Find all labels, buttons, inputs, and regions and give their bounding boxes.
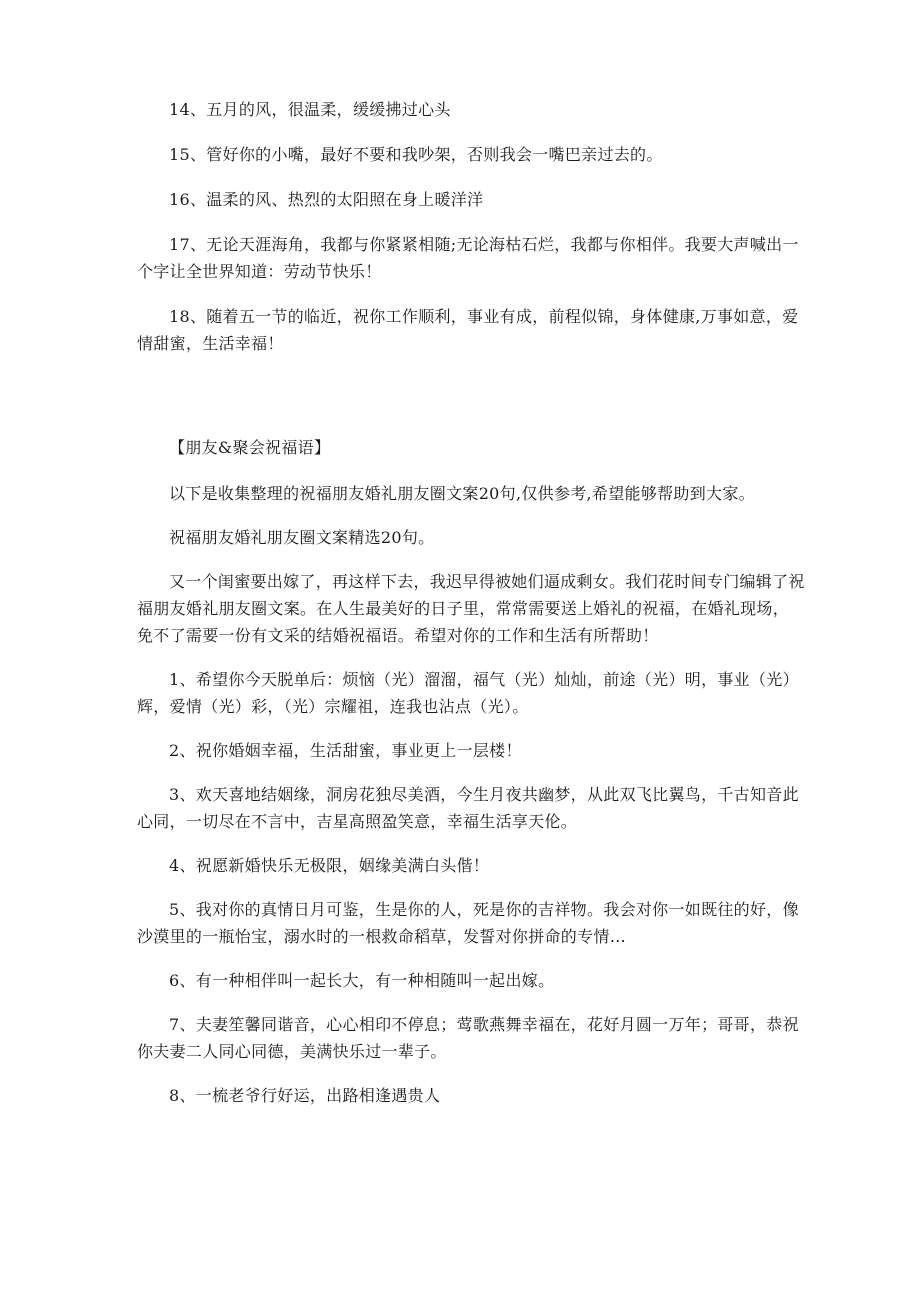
list-item: 1、希望你今天脱单后：烦恼（光）溜溜，福气（光）灿灿，前途（光）明，事业（光）辉，爱情（光）彩，（光）宗耀祖，连我也沾点（光）。 [137,670,799,716]
list-item: 4、祝愿新婚快乐无极限，姻缘美满白头偕！ [169,856,490,875]
list-item: 18、随着五一节的临近，祝你工作顺利，事业有成，前程似锦，身体健康,万事如意，爱情甜蜜，生活幸福！ [137,307,799,353]
list-item: 15、管好你的小嘴，最好不要和我吵架，否则我会一嘴巴亲过去的。 [169,145,663,164]
intro-paragraph: 祝福朋友婚礼朋友圈文案精选20句。 [169,528,435,547]
list-item: 14、五月的风，很温柔，缓缓拂过心头 [169,100,451,119]
friends-wishes-section [137,434,805,1109]
document-page [137,96,805,1126]
list-item: 3、欢天喜地结姻缘，洞房花独尽美酒，今生月夜共幽梦，从此双飞比翼鸟，千古知音此心同，一切尽在不言中，吉星高照盈笑意，幸福生活享天伦。 [137,785,799,831]
intro-paragraph: 又一个闺蜜要出嫁了，再这样下去，我迟早得被她们逼成剩女。我们花时间专门编辑了祝福朋友婚礼朋友圈文案。在人生最美好的日子里，常常需要送上婚礼的祝福，在婚礼现场，免不了需要一份有文采的结婚祝福语。希望对你的工作和生活有所帮助！ [137,572,805,645]
wishes-list-part1 [137,96,805,357]
list-item: 16、温柔的风、热烈的太阳照在身上暖洋洋 [169,190,484,209]
list-item: 7、夫妻笙馨同谐音，心心相印不停息；莺歌燕舞幸福在，花好月圆一万年；哥哥，恭祝你夫妻二人同心同德，美满快乐过一辈子。 [137,1015,799,1061]
intro-paragraph: 以下是收集整理的祝福朋友婚礼朋友圈文案20句,仅供参考,希望能够帮助到大家。 [169,484,755,503]
section-heading: 【朋友&聚会祝福语】 [169,438,331,457]
section-spacer [137,375,805,434]
list-item: 8、一梳老爷行好运，出路相逢遇贵人 [169,1086,441,1105]
list-item: 17、无论天涯海角，我都与你紧紧相随;无论海枯石烂，我都与你相伴。我要大声喊出一个字让全世界知道：劳动节快乐！ [137,235,799,281]
list-item: 5、我对你的真情日月可鉴，生是你的人，死是你的吉祥物。我会对你一如既往的好，像沙漠里的一瓶怡宝，溺水时的一根救命稻草，发誓对你拼命的专情… [137,900,799,946]
list-item: 2、祝你婚姻幸福，生活甜蜜，事业更上一层楼！ [169,741,522,760]
list-item: 6、有一种相伴叫一起长大，有一种相随叫一起出嫁。 [169,971,555,990]
